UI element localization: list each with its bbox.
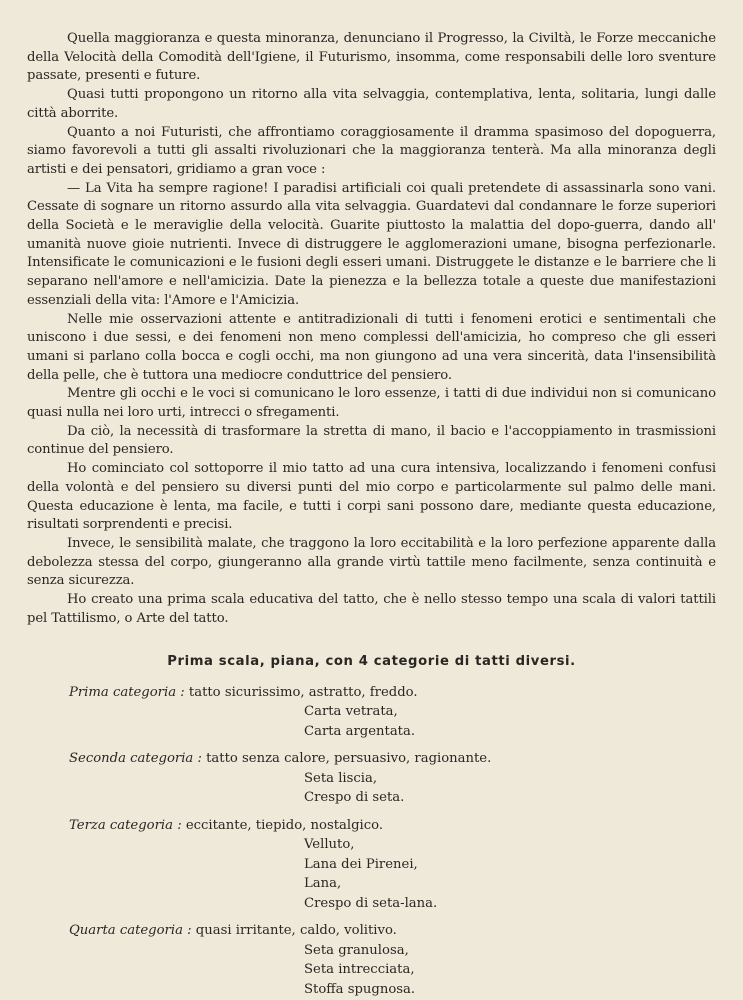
scale-title: Prima scala, piana, con 4 categorie di tatti diversi.: [167, 653, 576, 669]
category-name: Quarta categoria :: [69, 923, 192, 938]
category-name: Terza categoria :: [69, 817, 182, 833]
body-text: [27, 30, 716, 629]
category-example: Crespo di seta-lana.: [304, 895, 438, 911]
category-example: Crespo di seta.: [304, 790, 405, 805]
category-example: Velluto,: [304, 837, 355, 852]
paragraph: Da ciò, la necessità di trasformare la stretta di mano, il bacio e l'accoppiamento in trasmissioni continue del pensiero.: [27, 423, 716, 458]
category-example: Carta argentata.: [304, 723, 416, 739]
category-example: Carta vetrata,: [304, 704, 398, 719]
paragraph: Invece, le sensibilità malate, che traggono la loro eccitabilità e la loro perfezione apparente dalla debolezza stessa del corpo, giungeranno alla grande virtù tattile meno facilmente, senza continuità e senza sicurezza.: [27, 535, 716, 589]
category-description: quasi irritante, caldo, volitivo.: [195, 923, 397, 938]
category-description: tatto senza calore, persuasivo, ragionante.: [206, 751, 492, 766]
paragraph: Quanto a noi Futuristi, che affrontiamo coraggiosamente il dramma spasimoso del dopoguerra, siamo favorevoli a tutti gli assalti rivoluzionari che la maggioranza tenterà. Ma alla minoranza degli artisti e dei pensatori, gridiamo a gran voce :: [27, 124, 716, 177]
category-description: eccitante, tiepido, nostalgico.: [185, 817, 384, 833]
category-example: Seta liscia,: [304, 770, 378, 786]
category-block: [27, 816, 716, 914]
category-block: [27, 749, 716, 808]
paragraph: Ho cominciato col sottoporre il mio tatto ad una cura intensiva, localizzando i fenomeni confusi della volontà e del pensiero su diversi punti del mio corpo e particolarmente sul palmo delle mani. Questa educazione è lenta, ma facile, e tutti i corpi sani possono dare, mediante questa educazione, risultati sorprendenti e precisi.: [27, 461, 716, 533]
category-block: [27, 921, 716, 999]
category-block: [27, 683, 716, 742]
category-description: tatto sicurissimo, astratto, freddo.: [188, 684, 418, 700]
paragraph: — La Vita ha sempre ragione! I paradisi artificiali coi quali pretendete di assassinarla sono vani. Cessate di sognare un ritorno assurdo alla vita selvaggia. Guardatevi dal condannare le forze superiori della Società e le meraviglie della velocità. Guarite piuttosto la malattia del dopo-guerra, dando all' umanità nuove gioie nutrienti. Invece di distruggere le agglomerazioni umane, bisogna perfezionarle. Intensificate le comunicazioni e le fusioni degli esseri umani. Distruggete le distanze e le barriere che li separano nell'amore e nell'amicizia. Date la pienezza e la bellezza totale a queste due manifestazioni essenziali della vita: l'Amore e l'Amicizia.: [27, 180, 716, 308]
category-name: Prima categoria :: [69, 684, 185, 700]
category-example: Lana dei Pirenei,: [304, 856, 418, 872]
category-example: Seta intrecciata,: [304, 962, 415, 977]
category-example: Stoffa spugnosa.: [304, 981, 416, 997]
paragraph: Ho creato una prima scala educativa del tatto, che è nello stesso tempo una scala di valori tattili pel Tattilismo, o Arte del tatto.: [27, 592, 716, 626]
category-example: Lana,: [304, 876, 342, 891]
paragraph: Mentre gli occhi e le voci si comunicano le loro essenze, i tatti di due individui non si comunicano quasi nulla nei loro urti, intrecci o sfregamenti.: [27, 386, 716, 421]
paragraph: Quasi tutti propongono un ritorno alla vita selvaggia, contemplativa, lenta, solitaria, lungi dalle città aborrite.: [27, 87, 716, 121]
paragraph: Quella maggioranza e questa minoranza, denunciano il Progresso, la Civiltà, le Forze meccaniche della Velocità della Comodità dell'Igiene, il Futurismo, insomma, come responsabili delle loro sventure passate, presenti e future.: [27, 31, 716, 84]
paragraph: Nelle mie osservazioni attente e antitradizionali di tutti i fenomeni erotici e sentimentali che uniscono i due sessi, e dei fenomeni non meno complessi dell'amicizia, ho compreso che gli esseri umani si parlano colla bocca e cogli occhi, ma non giungono ad una vera sincerità, data l'insensibilità della pelle, che è tuttora una mediocre conduttrice del pensiero.: [27, 311, 716, 383]
category-example: Seta granulosa,: [304, 942, 409, 958]
category-name: Seconda categoria :: [69, 751, 202, 766]
